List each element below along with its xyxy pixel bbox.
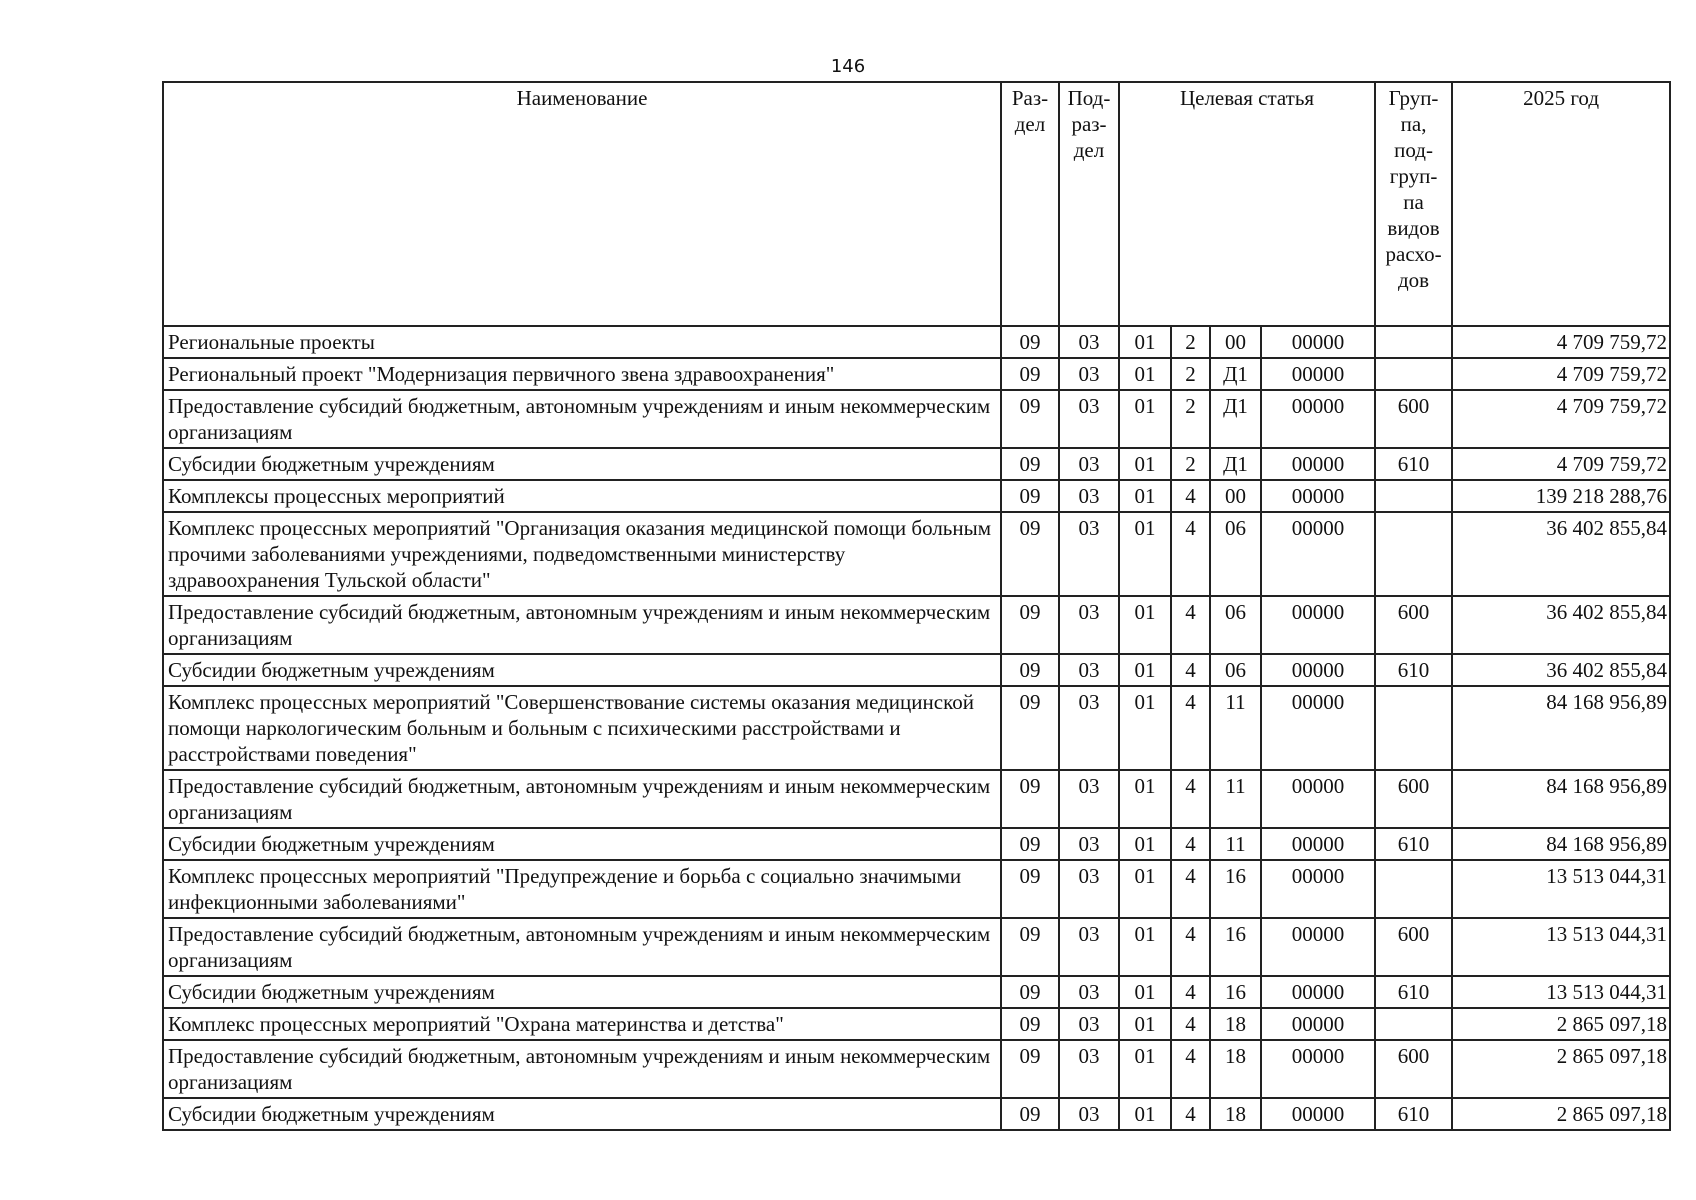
cell-razdel: 09 [1001, 390, 1059, 448]
cell-target-direction: 00000 [1261, 326, 1375, 358]
cell-target-type: 2 [1171, 390, 1210, 448]
table-row [163, 828, 1670, 860]
cell-group: 610 [1375, 976, 1452, 1008]
cell-target-program: 01 [1119, 480, 1171, 512]
cell-target-program: 01 [1119, 686, 1171, 770]
cell-target-element: Д1 [1210, 448, 1261, 480]
cell-target-program: 01 [1119, 1008, 1171, 1040]
header-group-line: под- [1394, 138, 1433, 162]
cell-target-direction: 00000 [1261, 770, 1375, 828]
header-podrazdel-line: дел [1073, 138, 1105, 162]
cell-amount: 36 402 855,84 [1452, 654, 1670, 686]
cell-target-type: 2 [1171, 448, 1210, 480]
cell-podrazdel: 03 [1059, 480, 1119, 512]
cell-razdel: 09 [1001, 596, 1059, 654]
cell-razdel: 09 [1001, 860, 1059, 918]
cell-podrazdel: 03 [1059, 918, 1119, 976]
table-row [163, 390, 1670, 448]
header-podrazdel-line: раз- [1071, 112, 1107, 136]
cell-group [1375, 686, 1452, 770]
cell-name: Субсидии бюджетным учреждениям [163, 1098, 1001, 1130]
cell-name: Комплекс процессных мероприятий "Организация оказания медицинской помощи больным прочими заболеваниями учреждениями, подведомственными министерству здравоохранения Тульской области" [163, 512, 1001, 596]
cell-target-element: 16 [1210, 918, 1261, 976]
cell-amount: 4 709 759,72 [1452, 390, 1670, 448]
cell-name: Комплексы процессных мероприятий [163, 480, 1001, 512]
cell-podrazdel: 03 [1059, 596, 1119, 654]
cell-target-direction: 00000 [1261, 512, 1375, 596]
cell-target-program: 01 [1119, 654, 1171, 686]
cell-target-program: 01 [1119, 448, 1171, 480]
cell-podrazdel: 03 [1059, 654, 1119, 686]
cell-group: 600 [1375, 1040, 1452, 1098]
cell-podrazdel: 03 [1059, 1098, 1119, 1130]
cell-razdel: 09 [1001, 1040, 1059, 1098]
cell-target-direction: 00000 [1261, 358, 1375, 390]
cell-group: 600 [1375, 918, 1452, 976]
cell-podrazdel: 03 [1059, 390, 1119, 448]
cell-target-type: 4 [1171, 770, 1210, 828]
cell-group [1375, 480, 1452, 512]
table-row [163, 480, 1670, 512]
cell-target-direction: 00000 [1261, 918, 1375, 976]
table-row [163, 976, 1670, 1008]
cell-amount: 84 168 956,89 [1452, 686, 1670, 770]
cell-group: 600 [1375, 596, 1452, 654]
cell-amount: 36 402 855,84 [1452, 512, 1670, 596]
cell-podrazdel: 03 [1059, 1008, 1119, 1040]
cell-amount: 13 513 044,31 [1452, 976, 1670, 1008]
cell-name: Субсидии бюджетным учреждениям [163, 828, 1001, 860]
cell-target-program: 01 [1119, 770, 1171, 828]
cell-name: Предоставление субсидий бюджетным, автономным учреждениям и иным некоммерческим организациям [163, 390, 1001, 448]
cell-target-program: 01 [1119, 390, 1171, 448]
cell-podrazdel: 03 [1059, 448, 1119, 480]
cell-name: Субсидии бюджетным учреждениям [163, 976, 1001, 1008]
cell-name: Комплекс процессных мероприятий "Охрана материнства и детства" [163, 1008, 1001, 1040]
cell-razdel: 09 [1001, 828, 1059, 860]
cell-amount: 13 513 044,31 [1452, 860, 1670, 918]
header-podrazdel-line: Под- [1067, 86, 1111, 110]
cell-name: Региональный проект "Модернизация первичного звена здравоохранения" [163, 358, 1001, 390]
cell-target-direction: 00000 [1261, 686, 1375, 770]
cell-target-element: 11 [1210, 770, 1261, 828]
table-row [163, 326, 1670, 358]
cell-target-direction: 00000 [1261, 828, 1375, 860]
cell-podrazdel: 03 [1059, 770, 1119, 828]
table-row [163, 1008, 1670, 1040]
header-razdel-line: дел [1014, 112, 1046, 136]
cell-target-direction: 00000 [1261, 596, 1375, 654]
cell-target-direction: 00000 [1261, 390, 1375, 448]
cell-amount: 2 865 097,18 [1452, 1098, 1670, 1130]
cell-name: Предоставление субсидий бюджетным, автономным учреждениям и иным некоммерческим организациям [163, 770, 1001, 828]
budget-table [162, 81, 1671, 1131]
cell-target-type: 4 [1171, 1008, 1210, 1040]
cell-target-type: 2 [1171, 326, 1210, 358]
cell-target-element: 18 [1210, 1040, 1261, 1098]
header-group-line: груп- [1389, 164, 1438, 188]
cell-target-type: 4 [1171, 976, 1210, 1008]
header-group-line: па, [1400, 112, 1427, 136]
table-row [163, 860, 1670, 918]
cell-razdel: 09 [1001, 480, 1059, 512]
cell-amount: 84 168 956,89 [1452, 770, 1670, 828]
cell-target-direction: 00000 [1261, 976, 1375, 1008]
cell-amount: 4 709 759,72 [1452, 358, 1670, 390]
cell-target-type: 4 [1171, 480, 1210, 512]
cell-amount: 139 218 288,76 [1452, 480, 1670, 512]
cell-amount: 84 168 956,89 [1452, 828, 1670, 860]
cell-name: Комплекс процессных мероприятий "Совершенствование системы оказания медицинской помощи наркологическим больным и больным с психическими расстройствами и расстройствами поведения" [163, 686, 1001, 770]
cell-razdel: 09 [1001, 1008, 1059, 1040]
header-group-line: дов [1397, 268, 1430, 292]
table-row [163, 686, 1670, 770]
cell-razdel: 09 [1001, 976, 1059, 1008]
cell-razdel: 09 [1001, 358, 1059, 390]
cell-target-element: 00 [1210, 480, 1261, 512]
header-group-line: видов [1387, 216, 1440, 240]
header-razdel-line: Раз- [1011, 86, 1049, 110]
cell-target-direction: 00000 [1261, 1098, 1375, 1130]
cell-target-program: 01 [1119, 860, 1171, 918]
table-row [163, 512, 1670, 596]
cell-group [1375, 1008, 1452, 1040]
table-row [163, 596, 1670, 654]
cell-razdel: 09 [1001, 770, 1059, 828]
cell-target-program: 01 [1119, 512, 1171, 596]
cell-amount: 36 402 855,84 [1452, 596, 1670, 654]
table-body [163, 326, 1670, 1130]
cell-group: 610 [1375, 1098, 1452, 1130]
cell-razdel: 09 [1001, 654, 1059, 686]
cell-target-direction: 00000 [1261, 1008, 1375, 1040]
table-row [163, 358, 1670, 390]
cell-amount: 2 865 097,18 [1452, 1040, 1670, 1098]
cell-podrazdel: 03 [1059, 860, 1119, 918]
cell-group [1375, 512, 1452, 596]
cell-podrazdel: 03 [1059, 512, 1119, 596]
cell-group: 610 [1375, 448, 1452, 480]
header-name: Наименование [163, 82, 1001, 326]
cell-podrazdel: 03 [1059, 976, 1119, 1008]
header-year: 2025 год [1452, 82, 1670, 326]
cell-group [1375, 326, 1452, 358]
table-row [163, 1098, 1670, 1130]
cell-target-element: 18 [1210, 1098, 1261, 1130]
cell-target-program: 01 [1119, 1040, 1171, 1098]
cell-target-type: 4 [1171, 596, 1210, 654]
table-row [163, 448, 1670, 480]
cell-target-direction: 00000 [1261, 860, 1375, 918]
cell-target-type: 4 [1171, 512, 1210, 596]
cell-target-type: 4 [1171, 860, 1210, 918]
cell-name: Предоставление субсидий бюджетным, автономным учреждениям и иным некоммерческим организациям [163, 596, 1001, 654]
cell-target-element: 06 [1210, 596, 1261, 654]
cell-target-type: 4 [1171, 1040, 1210, 1098]
cell-razdel: 09 [1001, 448, 1059, 480]
cell-target-element: 18 [1210, 1008, 1261, 1040]
cell-name: Субсидии бюджетным учреждениям [163, 654, 1001, 686]
cell-target-element: 00 [1210, 326, 1261, 358]
cell-target-program: 01 [1119, 1098, 1171, 1130]
cell-target-direction: 00000 [1261, 1040, 1375, 1098]
cell-target-element: Д1 [1210, 390, 1261, 448]
cell-target-program: 01 [1119, 918, 1171, 976]
cell-name: Региональные проекты [163, 326, 1001, 358]
cell-podrazdel: 03 [1059, 828, 1119, 860]
cell-podrazdel: 03 [1059, 358, 1119, 390]
cell-target-element: 06 [1210, 654, 1261, 686]
cell-target-program: 01 [1119, 976, 1171, 1008]
cell-razdel: 09 [1001, 512, 1059, 596]
header-group-line: Груп- [1388, 86, 1439, 110]
cell-target-element: Д1 [1210, 358, 1261, 390]
cell-group: 600 [1375, 390, 1452, 448]
table-row [163, 770, 1670, 828]
cell-target-type: 4 [1171, 1098, 1210, 1130]
cell-target-element: 16 [1210, 976, 1261, 1008]
cell-amount: 2 865 097,18 [1452, 1008, 1670, 1040]
cell-target-program: 01 [1119, 358, 1171, 390]
cell-podrazdel: 03 [1059, 326, 1119, 358]
cell-target-program: 01 [1119, 326, 1171, 358]
table-row [163, 654, 1670, 686]
cell-target-direction: 00000 [1261, 448, 1375, 480]
page-number: 146 [830, 56, 866, 77]
cell-name: Субсидии бюджетным учреждениям [163, 448, 1001, 480]
cell-target-type: 2 [1171, 358, 1210, 390]
cell-podrazdel: 03 [1059, 1040, 1119, 1098]
cell-amount: 4 709 759,72 [1452, 448, 1670, 480]
table-row [163, 1040, 1670, 1098]
cell-group [1375, 358, 1452, 390]
header-target: Целевая статья [1119, 82, 1375, 326]
table-header [163, 82, 1670, 326]
cell-name: Комплекс процессных мероприятий "Предупреждение и борьба с социально значимыми инфекционными заболеваниями" [163, 860, 1001, 918]
header-group-line: расхо- [1385, 242, 1442, 266]
cell-amount: 13 513 044,31 [1452, 918, 1670, 976]
cell-amount: 4 709 759,72 [1452, 326, 1670, 358]
cell-target-element: 11 [1210, 686, 1261, 770]
cell-target-element: 11 [1210, 828, 1261, 860]
header-group [1375, 82, 1452, 326]
cell-target-type: 4 [1171, 828, 1210, 860]
cell-razdel: 09 [1001, 326, 1059, 358]
cell-target-program: 01 [1119, 828, 1171, 860]
cell-name: Предоставление субсидий бюджетным, автономным учреждениям и иным некоммерческим организациям [163, 918, 1001, 976]
cell-target-type: 4 [1171, 654, 1210, 686]
cell-target-element: 16 [1210, 860, 1261, 918]
cell-group: 610 [1375, 828, 1452, 860]
cell-razdel: 09 [1001, 686, 1059, 770]
header-podrazdel [1059, 82, 1119, 326]
cell-target-type: 4 [1171, 918, 1210, 976]
cell-target-direction: 00000 [1261, 480, 1375, 512]
cell-target-type: 4 [1171, 686, 1210, 770]
cell-target-direction: 00000 [1261, 654, 1375, 686]
cell-target-element: 06 [1210, 512, 1261, 596]
cell-name: Предоставление субсидий бюджетным, автономным учреждениям и иным некоммерческим организациям [163, 1040, 1001, 1098]
cell-group [1375, 860, 1452, 918]
cell-podrazdel: 03 [1059, 686, 1119, 770]
header-group-line: па [1403, 190, 1424, 214]
header-razdel [1001, 82, 1059, 326]
cell-target-program: 01 [1119, 596, 1171, 654]
cell-razdel: 09 [1001, 1098, 1059, 1130]
cell-razdel: 09 [1001, 918, 1059, 976]
cell-group: 610 [1375, 654, 1452, 686]
table-row [163, 918, 1670, 976]
cell-group: 600 [1375, 770, 1452, 828]
